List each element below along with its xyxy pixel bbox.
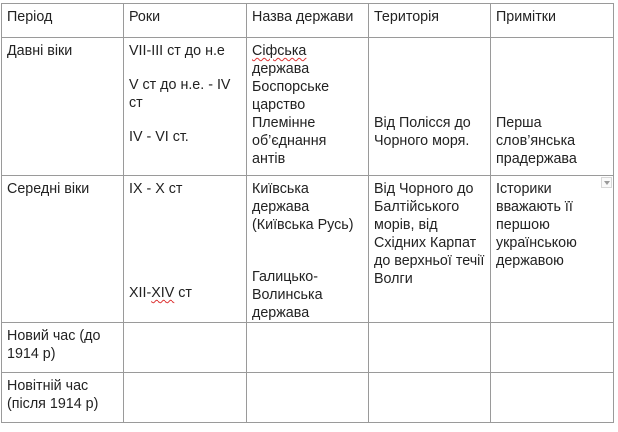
header-cell-notes[interactable] [491, 4, 614, 38]
dropdown-arrow-icon[interactable] [601, 177, 612, 188]
cell-period[interactable] [2, 373, 124, 423]
cell-territory[interactable] [369, 176, 491, 323]
header-label: Роки [129, 9, 161, 25]
cell-years[interactable] [124, 373, 247, 423]
table-row [2, 373, 614, 423]
notes-text: Історики вважають її першою українською державою [496, 181, 577, 269]
header-cell-state-name[interactable] [247, 4, 369, 38]
cell-years[interactable] [124, 323, 247, 373]
table-row [2, 176, 614, 323]
header-cell-years[interactable] [124, 4, 247, 38]
state-entry [252, 42, 363, 78]
header-row [2, 4, 614, 38]
spellcheck-word: XIV [151, 285, 175, 301]
header-cell-territory[interactable] [369, 4, 491, 38]
years-text: XII- [129, 285, 152, 301]
spellcheck-word: Сіфська [252, 43, 307, 59]
cell-notes[interactable] [491, 176, 614, 323]
state-entry: Київська держава (Київська Русь) [252, 181, 354, 233]
period-text: Середні віки [7, 181, 90, 197]
years-entry [129, 284, 241, 302]
years-entry: VII-III ст до н.е [129, 43, 225, 59]
cell-period[interactable] [2, 323, 124, 373]
cell-state-name[interactable] [247, 176, 369, 323]
years-entry: IX - X ст [129, 181, 183, 197]
state-entry: Боспорське царство [252, 79, 330, 113]
cell-period[interactable] [2, 38, 124, 176]
territory-text: Від Чорного до Балтійського морів, від Східних Карпат до верхньої течії Волги [374, 181, 485, 287]
state-entry: Племінне об’єднання антів [252, 115, 327, 167]
years-entry: V ст до н.е. - IV ст [129, 77, 231, 111]
header-label: Назва держави [252, 9, 354, 25]
territory-text: Від Полісся до Чорного моря. [374, 115, 471, 149]
cell-years[interactable] [124, 176, 247, 323]
cell-notes[interactable] [491, 373, 614, 423]
cell-territory[interactable] [369, 373, 491, 423]
header-label: Примітки [496, 9, 557, 25]
state-entry: Галицько-Волинська держава [252, 269, 323, 321]
cell-territory[interactable] [369, 38, 491, 176]
history-table [1, 3, 614, 423]
state-text: держава [252, 61, 310, 77]
cell-notes[interactable] [491, 38, 614, 176]
cell-territory[interactable] [369, 323, 491, 373]
header-label: Територія [374, 9, 440, 25]
period-text: Давні віки [7, 43, 73, 59]
cell-state-name[interactable] [247, 38, 369, 176]
header-label: Період [7, 9, 53, 25]
period-text: Новий час (до 1914 р) [7, 328, 101, 362]
cell-notes[interactable] [491, 323, 614, 373]
cell-state-name[interactable] [247, 373, 369, 423]
years-text: ст [174, 285, 192, 301]
period-text: Новітній час (після 1914 р) [7, 378, 99, 412]
table-row [2, 38, 614, 176]
cell-state-name[interactable] [247, 323, 369, 373]
header-cell-period[interactable] [2, 4, 124, 38]
cell-years[interactable] [124, 38, 247, 176]
table-row [2, 323, 614, 373]
cell-period[interactable] [2, 176, 124, 323]
notes-text: Перша слов’янська прадержава [496, 115, 577, 167]
years-entry: IV - VI ст. [129, 129, 189, 145]
